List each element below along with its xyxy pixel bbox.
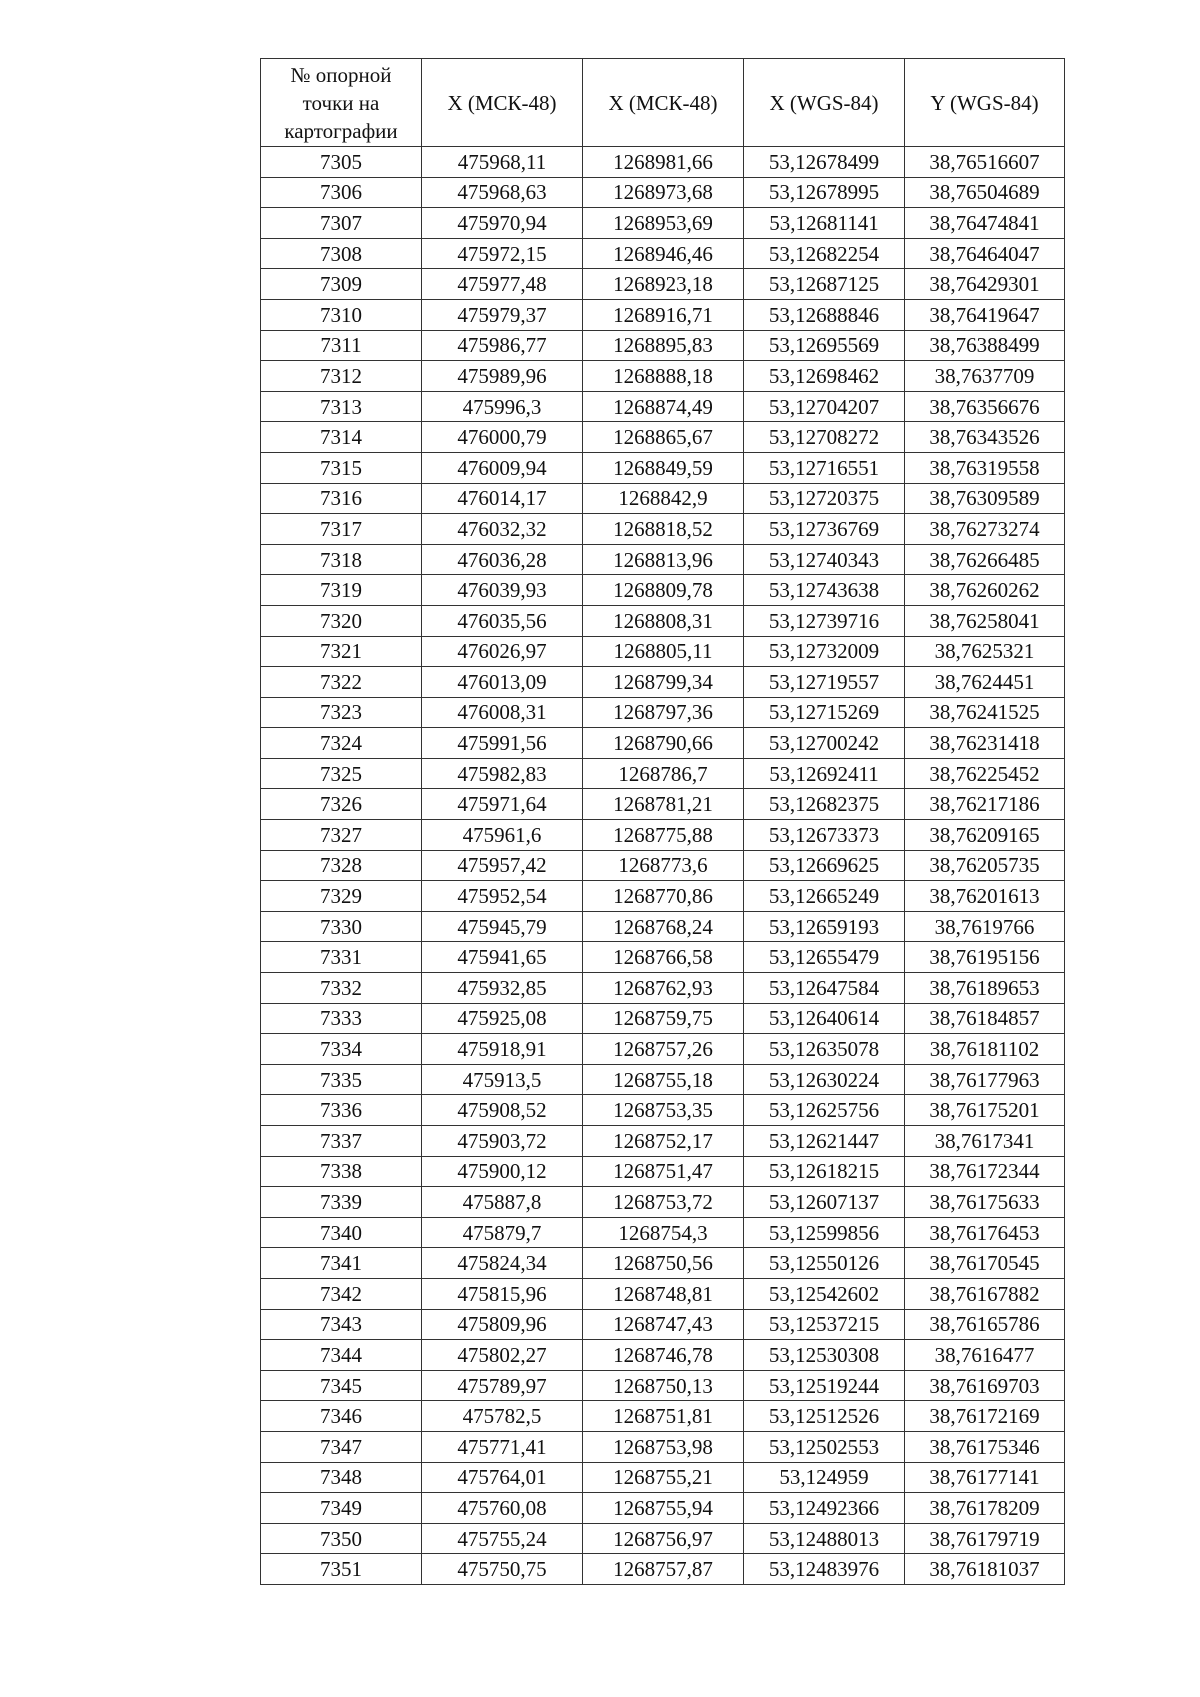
- cell-x-msk48-second: 1268766,58: [583, 942, 744, 973]
- cell-y-wgs84: 38,76201613: [905, 881, 1065, 912]
- cell-x-wgs84: 53,12736769: [744, 514, 905, 545]
- cell-x-msk48: 476032,32: [422, 514, 583, 545]
- cell-x-msk48: 475879,7: [422, 1217, 583, 1248]
- table-row: [261, 330, 1065, 361]
- cell-x-wgs84: 53,124959: [744, 1462, 905, 1493]
- cell-x-msk48-second: 1268781,21: [583, 789, 744, 820]
- table-row: [261, 789, 1065, 820]
- cell-point-number: 7312: [261, 361, 422, 392]
- cell-x-wgs84: 53,12607137: [744, 1187, 905, 1218]
- table-row: [261, 452, 1065, 483]
- table-row: [261, 299, 1065, 330]
- cell-x-msk48: 475970,94: [422, 208, 583, 239]
- cell-x-wgs84: 53,12640614: [744, 1003, 905, 1034]
- cell-x-wgs84: 53,12669625: [744, 850, 905, 881]
- cell-point-number: 7327: [261, 820, 422, 851]
- cell-x-msk48-second: 1268790,66: [583, 728, 744, 759]
- cell-point-number: 7326: [261, 789, 422, 820]
- table-header: [261, 59, 1065, 147]
- table-row: [261, 208, 1065, 239]
- cell-x-msk48-second: 1268755,21: [583, 1462, 744, 1493]
- cell-y-wgs84: 38,7617341: [905, 1126, 1065, 1157]
- cell-x-msk48: 476035,56: [422, 605, 583, 636]
- cell-x-msk48-second: 1268786,7: [583, 758, 744, 789]
- table-row: [261, 514, 1065, 545]
- header-x-msk48-second: X (МСК-48): [583, 59, 744, 147]
- cell-x-wgs84: 53,12720375: [744, 483, 905, 514]
- cell-point-number: 7339: [261, 1187, 422, 1218]
- cell-x-wgs84: 53,12681141: [744, 208, 905, 239]
- cell-y-wgs84: 38,76429301: [905, 269, 1065, 300]
- cell-x-msk48: 475996,3: [422, 391, 583, 422]
- cell-x-msk48: 475986,77: [422, 330, 583, 361]
- header-x-wgs84: X (WGS-84): [744, 59, 905, 147]
- cell-x-msk48: 475991,56: [422, 728, 583, 759]
- cell-point-number: 7321: [261, 636, 422, 667]
- cell-x-msk48: 475961,6: [422, 820, 583, 851]
- table-row: [261, 667, 1065, 698]
- cell-point-number: 7336: [261, 1095, 422, 1126]
- table-row: [261, 483, 1065, 514]
- table-row: [261, 1401, 1065, 1432]
- cell-x-wgs84: 53,12682254: [744, 238, 905, 269]
- cell-point-number: 7341: [261, 1248, 422, 1279]
- table-row: [261, 1095, 1065, 1126]
- cell-y-wgs84: 38,7616477: [905, 1340, 1065, 1371]
- cell-point-number: 7309: [261, 269, 422, 300]
- cell-point-number: 7334: [261, 1034, 422, 1065]
- cell-x-msk48-second: 1268746,78: [583, 1340, 744, 1371]
- cell-point-number: 7332: [261, 973, 422, 1004]
- cell-y-wgs84: 38,76343526: [905, 422, 1065, 453]
- cell-x-msk48-second: 1268946,46: [583, 238, 744, 269]
- cell-x-msk48-second: 1268865,67: [583, 422, 744, 453]
- cell-x-wgs84: 53,12740343: [744, 544, 905, 575]
- table-row: [261, 758, 1065, 789]
- cell-point-number: 7313: [261, 391, 422, 422]
- cell-y-wgs84: 38,76181037: [905, 1554, 1065, 1585]
- cell-x-msk48: 475789,97: [422, 1370, 583, 1401]
- cell-x-msk48-second: 1268805,11: [583, 636, 744, 667]
- cell-x-msk48: 475989,96: [422, 361, 583, 392]
- cell-x-wgs84: 53,12688846: [744, 299, 905, 330]
- cell-point-number: 7310: [261, 299, 422, 330]
- cell-x-msk48: 475941,65: [422, 942, 583, 973]
- cell-y-wgs84: 38,76175201: [905, 1095, 1065, 1126]
- header-point-number: № опорной точки на картографии: [261, 59, 422, 147]
- cell-point-number: 7351: [261, 1554, 422, 1585]
- cell-point-number: 7349: [261, 1493, 422, 1524]
- cell-y-wgs84: 38,76195156: [905, 942, 1065, 973]
- cell-y-wgs84: 38,76231418: [905, 728, 1065, 759]
- cell-y-wgs84: 38,76464047: [905, 238, 1065, 269]
- cell-x-wgs84: 53,12700242: [744, 728, 905, 759]
- cell-y-wgs84: 38,76516607: [905, 147, 1065, 178]
- cell-point-number: 7350: [261, 1523, 422, 1554]
- cell-y-wgs84: 38,76177141: [905, 1462, 1065, 1493]
- cell-y-wgs84: 38,76319558: [905, 452, 1065, 483]
- cell-x-msk48: 475771,41: [422, 1431, 583, 1462]
- cell-point-number: 7343: [261, 1309, 422, 1340]
- cell-y-wgs84: 38,76172344: [905, 1156, 1065, 1187]
- cell-x-wgs84: 53,12483976: [744, 1554, 905, 1585]
- cell-x-msk48: 475824,34: [422, 1248, 583, 1279]
- cell-y-wgs84: 38,76184857: [905, 1003, 1065, 1034]
- cell-x-msk48: 475913,5: [422, 1064, 583, 1095]
- cell-y-wgs84: 38,76209165: [905, 820, 1065, 851]
- table-row: [261, 1064, 1065, 1095]
- table-row: [261, 1554, 1065, 1585]
- table-row: [261, 1003, 1065, 1034]
- cell-y-wgs84: 38,76260262: [905, 575, 1065, 606]
- cell-y-wgs84: 38,76170545: [905, 1248, 1065, 1279]
- cell-x-wgs84: 53,12618215: [744, 1156, 905, 1187]
- cell-x-wgs84: 53,12519244: [744, 1370, 905, 1401]
- cell-x-msk48: 475945,79: [422, 911, 583, 942]
- cell-x-wgs84: 53,12647584: [744, 973, 905, 1004]
- cell-x-wgs84: 53,12488013: [744, 1523, 905, 1554]
- cell-x-msk48: 475755,24: [422, 1523, 583, 1554]
- cell-x-wgs84: 53,12492366: [744, 1493, 905, 1524]
- cell-point-number: 7338: [261, 1156, 422, 1187]
- cell-point-number: 7323: [261, 697, 422, 728]
- table-row: [261, 850, 1065, 881]
- cell-y-wgs84: 38,76177963: [905, 1064, 1065, 1095]
- cell-x-msk48-second: 1268750,56: [583, 1248, 744, 1279]
- cell-x-msk48-second: 1268895,83: [583, 330, 744, 361]
- cell-y-wgs84: 38,76189653: [905, 973, 1065, 1004]
- cell-x-wgs84: 53,12530308: [744, 1340, 905, 1371]
- cell-point-number: 7340: [261, 1217, 422, 1248]
- cell-x-msk48-second: 1268916,71: [583, 299, 744, 330]
- cell-x-wgs84: 53,12665249: [744, 881, 905, 912]
- cell-x-msk48: 475908,52: [422, 1095, 583, 1126]
- cell-x-msk48-second: 1268753,98: [583, 1431, 744, 1462]
- table-row: [261, 605, 1065, 636]
- cell-x-msk48: 475764,01: [422, 1462, 583, 1493]
- cell-point-number: 7328: [261, 850, 422, 881]
- cell-x-msk48-second: 1268751,81: [583, 1401, 744, 1432]
- table-row: [261, 1248, 1065, 1279]
- cell-x-msk48: 476039,93: [422, 575, 583, 606]
- cell-y-wgs84: 38,76165786: [905, 1309, 1065, 1340]
- table-row: [261, 1187, 1065, 1218]
- cell-y-wgs84: 38,76241525: [905, 697, 1065, 728]
- cell-x-msk48-second: 1268775,88: [583, 820, 744, 851]
- table-row: [261, 1126, 1065, 1157]
- cell-point-number: 7333: [261, 1003, 422, 1034]
- cell-point-number: 7317: [261, 514, 422, 545]
- table-body: [261, 147, 1065, 1585]
- cell-x-msk48: 475782,5: [422, 1401, 583, 1432]
- table-row: [261, 1370, 1065, 1401]
- cell-y-wgs84: 38,76309589: [905, 483, 1065, 514]
- table-row: [261, 1431, 1065, 1462]
- cell-x-msk48-second: 1268747,43: [583, 1309, 744, 1340]
- cell-y-wgs84: 38,76273274: [905, 514, 1065, 545]
- cell-x-msk48: 476036,28: [422, 544, 583, 575]
- cell-x-msk48: 475809,96: [422, 1309, 583, 1340]
- cell-x-wgs84: 53,12673373: [744, 820, 905, 851]
- table-row: [261, 575, 1065, 606]
- cell-x-msk48: 475903,72: [422, 1126, 583, 1157]
- table-row: [261, 544, 1065, 575]
- cell-x-msk48: 475932,85: [422, 973, 583, 1004]
- cell-point-number: 7320: [261, 605, 422, 636]
- cell-x-wgs84: 53,12719557: [744, 667, 905, 698]
- cell-x-wgs84: 53,12625756: [744, 1095, 905, 1126]
- cell-x-wgs84: 53,12716551: [744, 452, 905, 483]
- cell-x-wgs84: 53,12743638: [744, 575, 905, 606]
- cell-y-wgs84: 38,76217186: [905, 789, 1065, 820]
- cell-x-msk48-second: 1268757,87: [583, 1554, 744, 1585]
- cell-y-wgs84: 38,76175346: [905, 1431, 1065, 1462]
- table-row: [261, 391, 1065, 422]
- cell-y-wgs84: 38,76178209: [905, 1493, 1065, 1524]
- cell-point-number: 7347: [261, 1431, 422, 1462]
- table-row: [261, 636, 1065, 667]
- table-row: [261, 177, 1065, 208]
- cell-x-msk48: 475802,27: [422, 1340, 583, 1371]
- table-row: [261, 1156, 1065, 1187]
- cell-x-msk48: 475968,11: [422, 147, 583, 178]
- cell-x-msk48-second: 1268773,6: [583, 850, 744, 881]
- cell-x-msk48: 475952,54: [422, 881, 583, 912]
- cell-y-wgs84: 38,7624451: [905, 667, 1065, 698]
- cell-y-wgs84: 38,76172169: [905, 1401, 1065, 1432]
- table-row: [261, 361, 1065, 392]
- cell-y-wgs84: 38,76169703: [905, 1370, 1065, 1401]
- cell-x-msk48: 476008,31: [422, 697, 583, 728]
- cell-x-msk48: 475750,75: [422, 1554, 583, 1585]
- cell-point-number: 7316: [261, 483, 422, 514]
- cell-x-wgs84: 53,12659193: [744, 911, 905, 942]
- cell-x-msk48-second: 1268842,9: [583, 483, 744, 514]
- cell-x-msk48-second: 1268799,34: [583, 667, 744, 698]
- cell-point-number: 7324: [261, 728, 422, 759]
- table-row: [261, 1034, 1065, 1065]
- cell-x-wgs84: 53,12502553: [744, 1431, 905, 1462]
- cell-x-msk48: 475887,8: [422, 1187, 583, 1218]
- table-row: [261, 911, 1065, 942]
- cell-x-msk48-second: 1268768,24: [583, 911, 744, 942]
- cell-x-msk48-second: 1268750,13: [583, 1370, 744, 1401]
- table-row: [261, 973, 1065, 1004]
- header-x-msk48: X (МСК-48): [422, 59, 583, 147]
- cell-point-number: 7325: [261, 758, 422, 789]
- table-row: [261, 422, 1065, 453]
- cell-point-number: 7335: [261, 1064, 422, 1095]
- table-row: [261, 1217, 1065, 1248]
- cell-y-wgs84: 38,76175633: [905, 1187, 1065, 1218]
- cell-x-msk48: 475982,83: [422, 758, 583, 789]
- cell-point-number: 7319: [261, 575, 422, 606]
- cell-x-msk48-second: 1268797,36: [583, 697, 744, 728]
- table-row: [261, 269, 1065, 300]
- cell-x-msk48: 476000,79: [422, 422, 583, 453]
- table-row: [261, 1340, 1065, 1371]
- cell-point-number: 7348: [261, 1462, 422, 1493]
- header-row: [261, 59, 1065, 147]
- cell-x-msk48-second: 1268756,97: [583, 1523, 744, 1554]
- cell-point-number: 7318: [261, 544, 422, 575]
- cell-x-msk48: 475918,91: [422, 1034, 583, 1065]
- cell-point-number: 7314: [261, 422, 422, 453]
- cell-x-msk48-second: 1268751,47: [583, 1156, 744, 1187]
- cell-x-msk48-second: 1268953,69: [583, 208, 744, 239]
- cell-y-wgs84: 38,76179719: [905, 1523, 1065, 1554]
- cell-x-msk48: 475760,08: [422, 1493, 583, 1524]
- cell-x-wgs84: 53,12678995: [744, 177, 905, 208]
- cell-x-msk48: 475815,96: [422, 1278, 583, 1309]
- cell-x-wgs84: 53,12687125: [744, 269, 905, 300]
- cell-point-number: 7331: [261, 942, 422, 973]
- cell-y-wgs84: 38,76205735: [905, 850, 1065, 881]
- cell-x-msk48: 476026,97: [422, 636, 583, 667]
- table-row: [261, 820, 1065, 851]
- cell-x-msk48-second: 1268757,26: [583, 1034, 744, 1065]
- cell-x-msk48-second: 1268755,94: [583, 1493, 744, 1524]
- cell-x-msk48-second: 1268981,66: [583, 147, 744, 178]
- cell-x-wgs84: 53,12695569: [744, 330, 905, 361]
- cell-x-msk48-second: 1268753,72: [583, 1187, 744, 1218]
- cell-x-wgs84: 53,12692411: [744, 758, 905, 789]
- cell-point-number: 7305: [261, 147, 422, 178]
- cell-x-msk48: 475925,08: [422, 1003, 583, 1034]
- cell-x-wgs84: 53,12682375: [744, 789, 905, 820]
- cell-x-msk48: 476009,94: [422, 452, 583, 483]
- cell-x-msk48: 476014,17: [422, 483, 583, 514]
- cell-y-wgs84: 38,76181102: [905, 1034, 1065, 1065]
- cell-x-wgs84: 53,12635078: [744, 1034, 905, 1065]
- cell-x-msk48-second: 1268818,52: [583, 514, 744, 545]
- table-row: [261, 881, 1065, 912]
- cell-x-wgs84: 53,12698462: [744, 361, 905, 392]
- cell-point-number: 7342: [261, 1278, 422, 1309]
- table-row: [261, 1462, 1065, 1493]
- cell-x-msk48: 475957,42: [422, 850, 583, 881]
- cell-x-wgs84: 53,12732009: [744, 636, 905, 667]
- cell-point-number: 7311: [261, 330, 422, 361]
- cell-y-wgs84: 38,7619766: [905, 911, 1065, 942]
- cell-y-wgs84: 38,76266485: [905, 544, 1065, 575]
- cell-y-wgs84: 38,76258041: [905, 605, 1065, 636]
- cell-point-number: 7306: [261, 177, 422, 208]
- cell-x-wgs84: 53,12739716: [744, 605, 905, 636]
- cell-x-wgs84: 53,12537215: [744, 1309, 905, 1340]
- cell-y-wgs84: 38,76167882: [905, 1278, 1065, 1309]
- cell-x-msk48-second: 1268748,81: [583, 1278, 744, 1309]
- cell-point-number: 7322: [261, 667, 422, 698]
- cell-y-wgs84: 38,76225452: [905, 758, 1065, 789]
- cell-x-wgs84: 53,12678499: [744, 147, 905, 178]
- cell-y-wgs84: 38,76176453: [905, 1217, 1065, 1248]
- cell-x-msk48-second: 1268874,49: [583, 391, 744, 422]
- cell-x-wgs84: 53,12512526: [744, 1401, 905, 1432]
- cell-point-number: 7315: [261, 452, 422, 483]
- cell-y-wgs84: 38,7625321: [905, 636, 1065, 667]
- cell-point-number: 7345: [261, 1370, 422, 1401]
- cell-x-msk48-second: 1268813,96: [583, 544, 744, 575]
- cell-x-msk48: 476013,09: [422, 667, 583, 698]
- cell-x-wgs84: 53,12621447: [744, 1126, 905, 1157]
- cell-x-msk48-second: 1268923,18: [583, 269, 744, 300]
- cell-x-msk48: 475979,37: [422, 299, 583, 330]
- cell-x-msk48-second: 1268809,78: [583, 575, 744, 606]
- cell-x-msk48-second: 1268849,59: [583, 452, 744, 483]
- cell-y-wgs84: 38,76356676: [905, 391, 1065, 422]
- cell-x-wgs84: 53,12542602: [744, 1278, 905, 1309]
- cell-point-number: 7308: [261, 238, 422, 269]
- table-row: [261, 147, 1065, 178]
- cell-x-msk48-second: 1268759,75: [583, 1003, 744, 1034]
- cell-x-msk48: 475968,63: [422, 177, 583, 208]
- cell-point-number: 7346: [261, 1401, 422, 1432]
- table-row: [261, 1309, 1065, 1340]
- cell-x-msk48: 475972,15: [422, 238, 583, 269]
- cell-y-wgs84: 38,76504689: [905, 177, 1065, 208]
- cell-x-wgs84: 53,12630224: [744, 1064, 905, 1095]
- header-y-wgs84: Y (WGS-84): [905, 59, 1065, 147]
- table-row: [261, 942, 1065, 973]
- cell-x-msk48-second: 1268973,68: [583, 177, 744, 208]
- cell-x-msk48: 475971,64: [422, 789, 583, 820]
- cell-x-msk48-second: 1268755,18: [583, 1064, 744, 1095]
- table-row: [261, 697, 1065, 728]
- cell-x-msk48-second: 1268888,18: [583, 361, 744, 392]
- cell-x-wgs84: 53,12704207: [744, 391, 905, 422]
- table-row: [261, 728, 1065, 759]
- table-row: [261, 238, 1065, 269]
- table-row: [261, 1493, 1065, 1524]
- cell-x-msk48-second: 1268753,35: [583, 1095, 744, 1126]
- coordinates-table: [260, 58, 1065, 1585]
- cell-x-msk48: 475900,12: [422, 1156, 583, 1187]
- table-row: [261, 1278, 1065, 1309]
- cell-x-wgs84: 53,12715269: [744, 697, 905, 728]
- cell-point-number: 7330: [261, 911, 422, 942]
- cell-x-msk48-second: 1268808,31: [583, 605, 744, 636]
- cell-point-number: 7307: [261, 208, 422, 239]
- cell-point-number: 7337: [261, 1126, 422, 1157]
- cell-x-wgs84: 53,12599856: [744, 1217, 905, 1248]
- cell-point-number: 7344: [261, 1340, 422, 1371]
- cell-x-msk48-second: 1268752,17: [583, 1126, 744, 1157]
- cell-x-wgs84: 53,12708272: [744, 422, 905, 453]
- cell-x-msk48-second: 1268770,86: [583, 881, 744, 912]
- cell-x-msk48-second: 1268762,93: [583, 973, 744, 1004]
- cell-y-wgs84: 38,76388499: [905, 330, 1065, 361]
- cell-point-number: 7329: [261, 881, 422, 912]
- cell-y-wgs84: 38,76474841: [905, 208, 1065, 239]
- cell-x-msk48: 475977,48: [422, 269, 583, 300]
- cell-x-wgs84: 53,12550126: [744, 1248, 905, 1279]
- cell-x-msk48-second: 1268754,3: [583, 1217, 744, 1248]
- cell-x-wgs84: 53,12655479: [744, 942, 905, 973]
- cell-y-wgs84: 38,7637709: [905, 361, 1065, 392]
- cell-y-wgs84: 38,76419647: [905, 299, 1065, 330]
- table-row: [261, 1523, 1065, 1554]
